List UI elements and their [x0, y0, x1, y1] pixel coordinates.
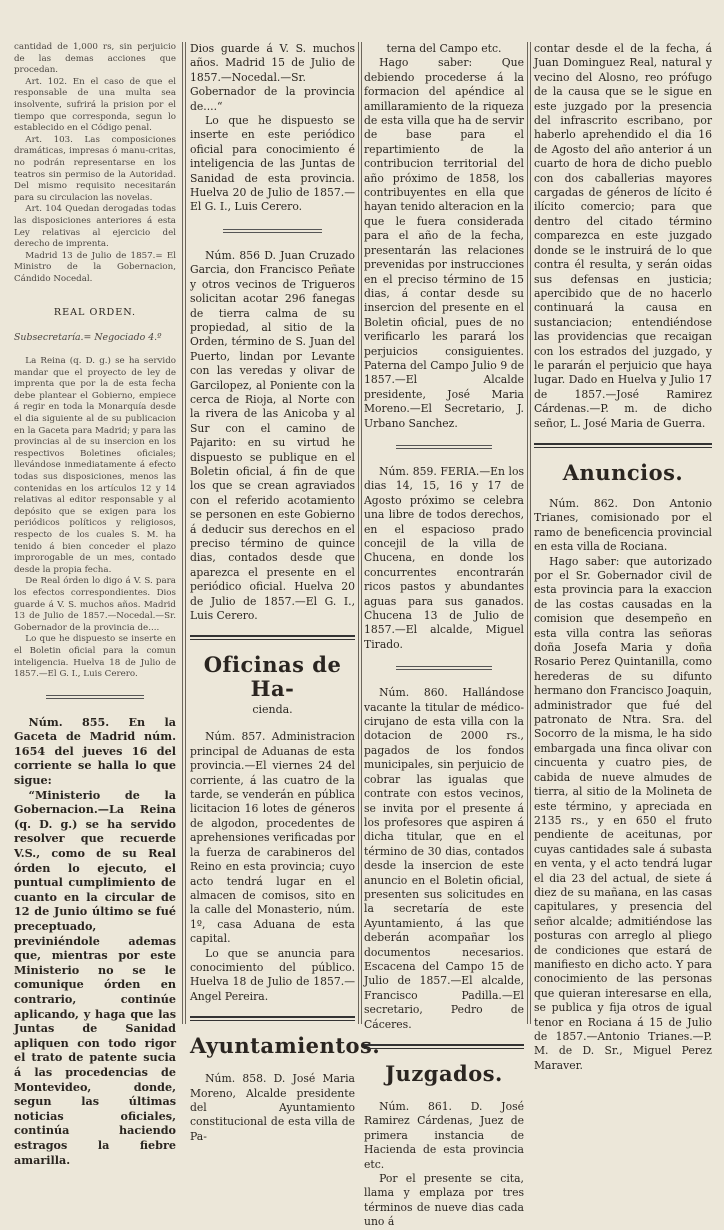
column-4 [534, 42, 712, 1072]
paragraph: Lo que se anuncia para conocimiento del público. Huelva 18 de Julio de 1857.—Angel Pereira. [190, 946, 355, 1003]
paragraph: Dios guarde á V. S. muchos años. Madrid 15 de Julio de 1857.—Nocedal.—Sr. Gobernador de la provincia de....“ [190, 42, 355, 113]
notice-855 [14, 715, 176, 1167]
paragraph: Núm. 859. FERIA.—En los dias 14, 15, 16 y 17 de Agosto próximo se celebra una libre de todos derechos, en el espacioso prado concejil de la villa de Chucena, en donde los concurrentes encontrarán ricos pastos y abundantes aguas para sus ganados. Chucena 13 de Julio de 1857.—El alcalde, Miguel Tirado. [364, 464, 524, 651]
ley-articles [14, 42, 176, 285]
paragraph: Hago saber: que autorizado por el Sr. Gobernador civil de esta provincia para la exaccion de las costas causadas en la comision que desempeño en esta villa contra las señoras doña Josefa Maria y doña Rosario Perez Quintanilla, como herederas de su difunto hermano don Francisco Joaquin, administrador que fué del patronato de Ntra. Sra. del Socorro de la misma, le ha sido embargada una finca olivar con cincuenta y cuatro pies, de cabida de nueve almudes de tierra, al sitio de la Molineta de este término, y apreciada en 2135 rs., y en 650 el fruto pendiente de aceitunas, por cuyas cantidades sale á subasta en venta, y el acto tendrá lugar el dia 23 del actual, de siete á diez de su mañana, en las casas capitulares, y presencia del señor alcalde; admitiéndose las posturas con arreglo al pliego de condiciones que estará de manifiesto en dicho acto. Y para conocimiento de las personas que quieran interesarse en ella, se publica y fija otros de igual tenor en Rociana á 15 de Julio de 1857.—Antonio Trianes.—P. M. de D. Sr., Miguel Perez Maraver. [534, 554, 712, 1072]
paragraph: De Real órden lo digo á V. S. para los efectos correspondientes. Dios guarde á V. S. muchos años. Madrid 13 de Julio de 1857.—Nocedal.—Sr. Gobernador de la provincia de.... [14, 576, 176, 633]
paragraph: Núm. 862. Don Antonio Trianes, comisionado por el ramo de beneficencia provincial en esta villa de Rociana. [534, 496, 712, 554]
section-title-juzgados: Juzgados. [385, 1061, 503, 1086]
notice-855-cont [190, 42, 355, 215]
separator [223, 227, 322, 237]
column-rule [358, 42, 359, 1024]
notice-861 [364, 1100, 524, 1230]
paragraph: contar desde el de la fecha, á Juan Dominguez Real, natural y vecino del Alosno, reo prófugo de la causa que se le sigue en este juzgado por la presencia del infrascrito escribano, por haberlo aprehendido el dia 16 de Agosto del año anterior á un cuarto de hora de dicho pueblo con dos caballerias mayores cargadas de géneros de lícito é ilícito comercio; para que dentro del citado término comparezca en este juzgado donde se le instruirá de lo que contra él resulta, y serán oidas sus defensas en justicia; apercibido que de no hacerlo continuará la causa en sustanciacion; entendiéndose las providencias que recaigan con los estrados del juzgado, y le pararán el perjuicio que haya lugar. Dado en Huelva y Julio 17 de 1857.—José Ramirez Cárdenas.—P. m. de dicho señor, L. José Maria de Guerra. [534, 42, 712, 430]
paragraph: cantidad de 1,000 rs, sin perjuicio de las demas acciones que procedan. [14, 42, 176, 76]
paragraph: Núm. 858. D. José Maria Moreno, Alcalde presidente del Ayuntamiento constitucional de esta villa de Pa- [190, 1072, 355, 1143]
paragraph: “Ministerio de la Gobernacion.—La Reina (q. D. g.) se ha servido resolver que recuerde V.S., como de su Real órden lo ejecuto, el puntual cumplimiento de cuanto en la circular de 12 de Junio último se fué preceptuado, previniéndole ademas que, mientras por este Ministerio no se le comunique órden en contrario, continúe aplicando, y haga que las Juntas de Sanidad apliquen con todo rigor el trato de patente sucia á las procedencias de Montevideo, donde, segun las últimas noticias oficiales, continúa haciendo estragos la fiebre amarilla. [14, 787, 176, 1167]
section-title-oficinas-cont: cienda. [252, 703, 293, 717]
separator [396, 443, 492, 453]
real-orden-subhead: Subsecretaría.= Negociado 4.º [14, 332, 162, 344]
paragraph: Lo que he dispuesto se inserte en este periódico oficial para conocimiento é inteligencia de las Juntas de Sanidad de esta provincia. Huelva 20 de Julio de 1857.—El G. I., Luis Cerero. [190, 114, 355, 214]
notice-857 [190, 730, 355, 1004]
paragraph: Núm. 861. D. José Ramirez Cárdenas, Juez de primera instancia de Hacienda de esta provincia etc. [364, 1100, 524, 1171]
section-title-anuncios: Anuncios. [562, 459, 684, 485]
section-separator [364, 1042, 524, 1052]
paragraph: Madrid 13 de Julio de 1857.= El Ministro de la Gobernacion, Cándido Nocedal. [14, 250, 176, 284]
paragraph: La Reina (q. D. g.) se ha servido mandar que el proyecto de ley de imprenta que por la de esta fecha debe plantear el Gobierno, empiece á regir en toda la Monarquía desde el dia siguiente al de su publicacion en la Gaceta para Madrid; y para las provincias al de su insercion en los respectivos Boletines oficiales; llevándose inmediatamente á efecto todas sus disposiciones, menos las contenidas en los artículos 12 y 14 relativas al editor responsable y al depósito que se exigen para los periódicos políticos y religiosos, respecto de los cuales S. M. ha tenido á bien conceder el plazo improrogable de un mes, contado desde la propia fecha. [14, 356, 176, 575]
notice-860 [364, 686, 524, 1032]
column-rule [527, 42, 528, 1024]
paragraph: Núm. 860. Hallándose vacante la titular de médico-cirujano de esta villa con la dotacion de 2000 rs., pagados de los fondos municipales, sin perjuicio de cobrar las igualas que contrate con estos vecinos, se invita por el presente á los profesores que aspiren á dicha titular, que en el término de 30 dias, contados desde la insercion de este anuncio en el Boletin oficial, presenten sus solicitudes en la secretaría de este Ayuntamiento, á las que deberán acompañar los documentos necesarios. Escacena del Campo 15 de Julio de 1857.—El alcalde, Francisco Padilla.—El secretario, Pedro de Cáceres. [364, 686, 524, 1031]
paragraph: Hago saber: Que debiendo procederse á la formacion del apéndice al amillaramiento de la riqueza de esta villa que ha de servir de base para el repartimiento de la contribucion territorial del año próximo de 1858, los contribuyentes en ella que hayan tenido alteracion en la que le fuera considerada para el año de la fecha, presentarán las relaciones prevenidas por instrucciones en el preciso término de 15 dias, á contar desde su insercion del presente en el Boletin oficial, pues de no verificarlo les parará los perjuicios consiguientes. Paterna del Campo Julio 9 de 1857.—El Alcalde presidente, José Maria Moreno.—El Secretario, J. Urbano Sanchez. [364, 56, 524, 430]
separator [396, 664, 492, 674]
paragraph: Lo que he dispuesto se inserte en el Boletin oficial para la comun inteligencia. Huelva 18 de Julio de 1857.—El G. I., Luis Cerero. [14, 634, 176, 680]
paragraph: Núm. 857. Administracion principal de Aduanas de esta provincia.—El viernes 24 del corriente, á las cuatro de la tarde, se venderán en pública licitacion 16 lotes de géneros de algodon, procedentes de aprehensiones verificadas por la fuerza de carabineros del Reino en esta provincia; cuyo acto tendrá lugar en el almacen de comisos, sito en la calle del Monasterio, núm. 1º, casa Aduana de esta capital. [190, 730, 355, 946]
notice-862 [534, 497, 712, 1073]
real-orden-heading: REAL ORDEN. [53, 307, 137, 319]
column-1 [14, 42, 176, 1167]
notice-861-cont [534, 42, 712, 431]
notice-859 [364, 465, 524, 652]
section-separator [534, 441, 712, 451]
notice-858-cont [364, 42, 524, 431]
notice-856 [190, 249, 355, 624]
column-3 [364, 42, 524, 1229]
paragraph: Núm. 856 D. Juan Cruzado Garcia, don Francisco Peñate y otros vecinos de Trigueros solicitan acotar 296 fanegas de tierra calma de su propiedad, al sitio de la Orden, término de S. Juan del Puerto, lindan por Levante con las veredas y olivar de Garcilopez, al Poniente con la cerca de Rioja, al Norte con la rivera de las Anicoba y al Sur con el camino de Pajarito: en su virtud he dispuesto se publique en el Boletin oficial, á fin de que los que se crean agraviados con el referido acotamiento se personen en este Gobierno á deducir sus derechos en el preciso término de quince dias, contados desde que aparezca el presente en el periódico oficial. Huelva 20 de Julio de 1857.—El G. I., Luis Cerero. [190, 248, 355, 623]
notice-858 [190, 1072, 355, 1144]
section-separator [190, 633, 355, 643]
section-separator [190, 1014, 355, 1024]
paragraph: Art. 104 Quedan derogadas todas las disposiciones anteriores á esta Ley relativas al ejercicio del derecho de imprenta. [14, 204, 176, 250]
paragraph: Núm. 855. En la Gaceta de Madrid núm. 1654 del jueves 16 del corriente se halla lo que sigue: [14, 714, 176, 788]
section-title-oficinas: Oficinas de Ha- [203, 652, 342, 702]
separator [46, 693, 143, 703]
paragraph: Art. 103. Las composiciones dramáticas, impresas ó manu-critas, no podrán representarse en los teatros sin permiso de la Autoridad. Del mismo requisito necesitarán para su circulacion las novelas. [14, 134, 176, 203]
paragraph: terna del Campo etc. [386, 42, 502, 55]
column-2 [190, 42, 381, 1143]
column-rule [182, 42, 183, 1024]
paragraph: Por el presente se cita, llama y emplaza por tres términos de nueve dias cada uno á [364, 1172, 524, 1229]
section-title-ayuntamientos: Ayuntamientos. [190, 1033, 381, 1059]
paragraph: Art. 102. En el caso de que el responsable de una multa sea insolvente, sufrirá la prision por el tiempo que corresponda, segun lo establecido en el Código penal. [14, 76, 176, 134]
